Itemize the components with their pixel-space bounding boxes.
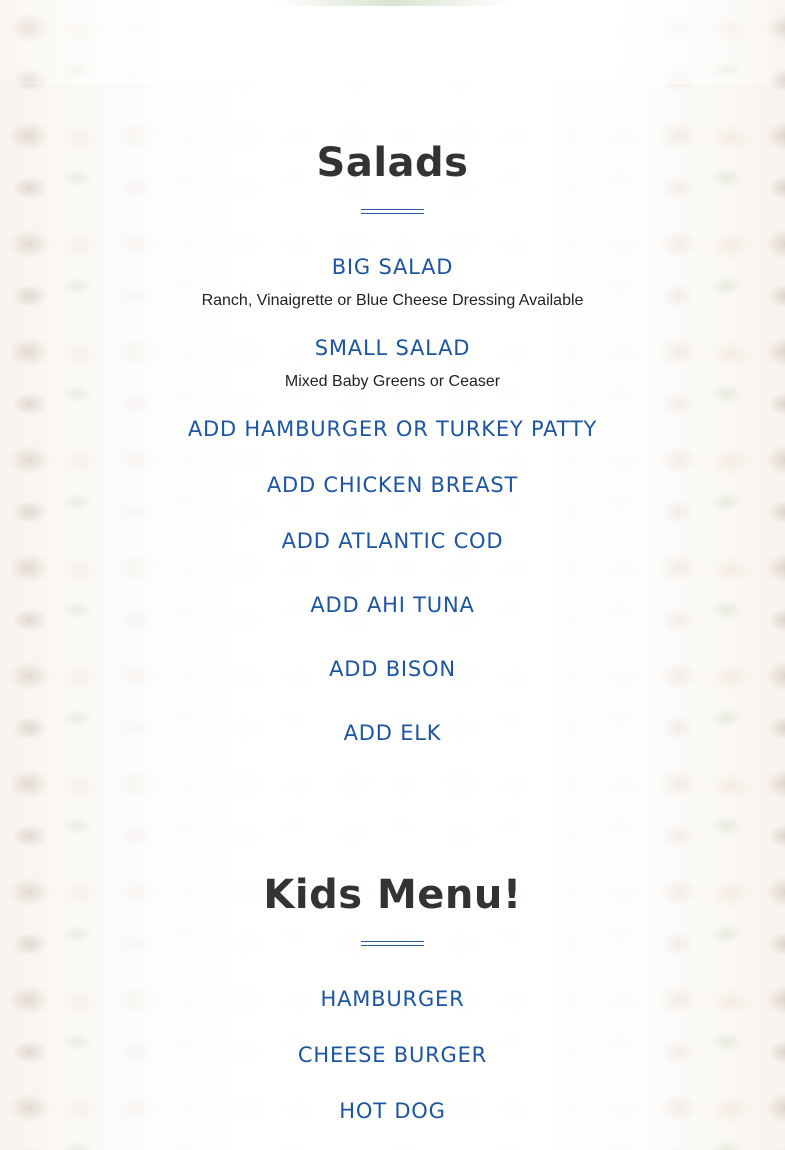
menu-item-add-elk: ADD ELK bbox=[343, 721, 442, 745]
menu-item-big-salad: BIG SALAD bbox=[331, 255, 454, 279]
kids-menu-title: Kids Menu! bbox=[263, 872, 522, 918]
menu-item-big-salad-description: Ranch, Vinaigrette or Blue Cheese Dressing Available bbox=[201, 292, 584, 309]
kids-menu-divider bbox=[361, 941, 424, 946]
menu-item-add-chicken-breast: ADD CHICKEN BREAST bbox=[266, 473, 519, 497]
menu-item-small-salad: SMALL SALAD bbox=[314, 336, 471, 360]
salads-title: Salads bbox=[316, 140, 469, 186]
menu-item-add-bison: ADD BISON bbox=[329, 657, 456, 681]
menu-item-cheese-burger: CHEESE BURGER bbox=[297, 1043, 488, 1067]
menu-item-small-salad-description: Mixed Baby Greens or Ceaser bbox=[284, 373, 501, 390]
menu-item-add-ahi-tuna: ADD AHI TUNA bbox=[310, 593, 475, 617]
salads-divider bbox=[361, 209, 424, 214]
menu-item-add-hamburger-or-turkey: ADD HAMBURGER OR TURKEY PATTY bbox=[187, 417, 598, 441]
menu-item-add-atlantic-cod: ADD ATLANTIC COD bbox=[281, 529, 504, 553]
menu-item-hot-dog: HOT DOG bbox=[339, 1099, 446, 1123]
menu-item-hamburger: HAMBURGER bbox=[320, 987, 465, 1011]
